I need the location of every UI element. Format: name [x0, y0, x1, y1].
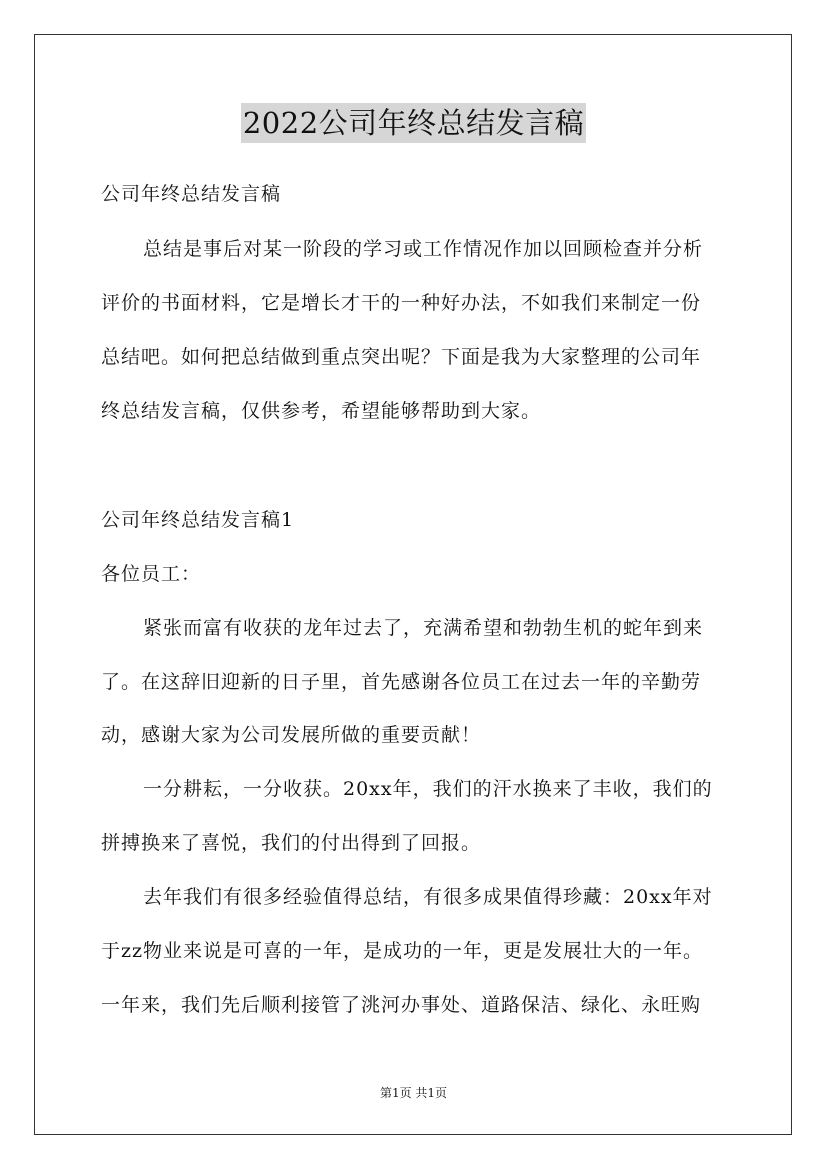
- paragraph-line: 一分耕耘，一分收获。20xx年，我们的汗水换来了丰收，我们的: [143, 778, 713, 800]
- paragraph-line: 总结是事后对某一阶段的学习或工作情况作加以回顾检查并分析: [143, 238, 704, 260]
- section-heading: 公司年终总结发言稿: [101, 183, 282, 205]
- salutation: 各位员工：: [101, 563, 202, 585]
- document-title: 2022公司年终总结发言稿: [241, 103, 586, 143]
- paragraph-line: 拼搏换来了喜悦，我们的付出得到了回报。: [101, 832, 482, 854]
- title-container: [0, 103, 827, 143]
- paragraph-line: 总结吧。如何把总结做到重点突出呢？下面是我为大家整理的公司年: [101, 346, 702, 368]
- paragraph-line: 紧张而富有收获的龙年过去了，充满希望和勃勃生机的蛇年到来: [143, 617, 704, 639]
- page-footer: 第1页 共1页: [379, 1086, 448, 1100]
- paragraph-line: 动，感谢大家为公司发展所做的重要贡献！: [101, 724, 482, 746]
- paragraph-line: 评价的书面材料，它是增长才干的一种好办法，不如我们来制定一份: [101, 292, 702, 314]
- paragraph-line: 终总结发言稿，仅供参考，希望能够帮助到大家。: [101, 400, 542, 422]
- paragraph-line: 了。在这辞旧迎新的日子里，首先感谢各位员工在过去一年的辛勤劳: [101, 671, 702, 693]
- paragraph-line: 于zz物业来说是可喜的一年，是成功的一年，更是发展壮大的一年。: [101, 940, 704, 962]
- paragraph-line: 一年来，我们先后顺利接管了洮河办事处、道路保洁、绿化、永旺购: [101, 994, 702, 1016]
- paragraph-line: 去年我们有很多经验值得总结，有很多成果值得珍藏：20xx年对: [143, 886, 713, 908]
- section-heading: 公司年终总结发言稿1: [101, 509, 295, 531]
